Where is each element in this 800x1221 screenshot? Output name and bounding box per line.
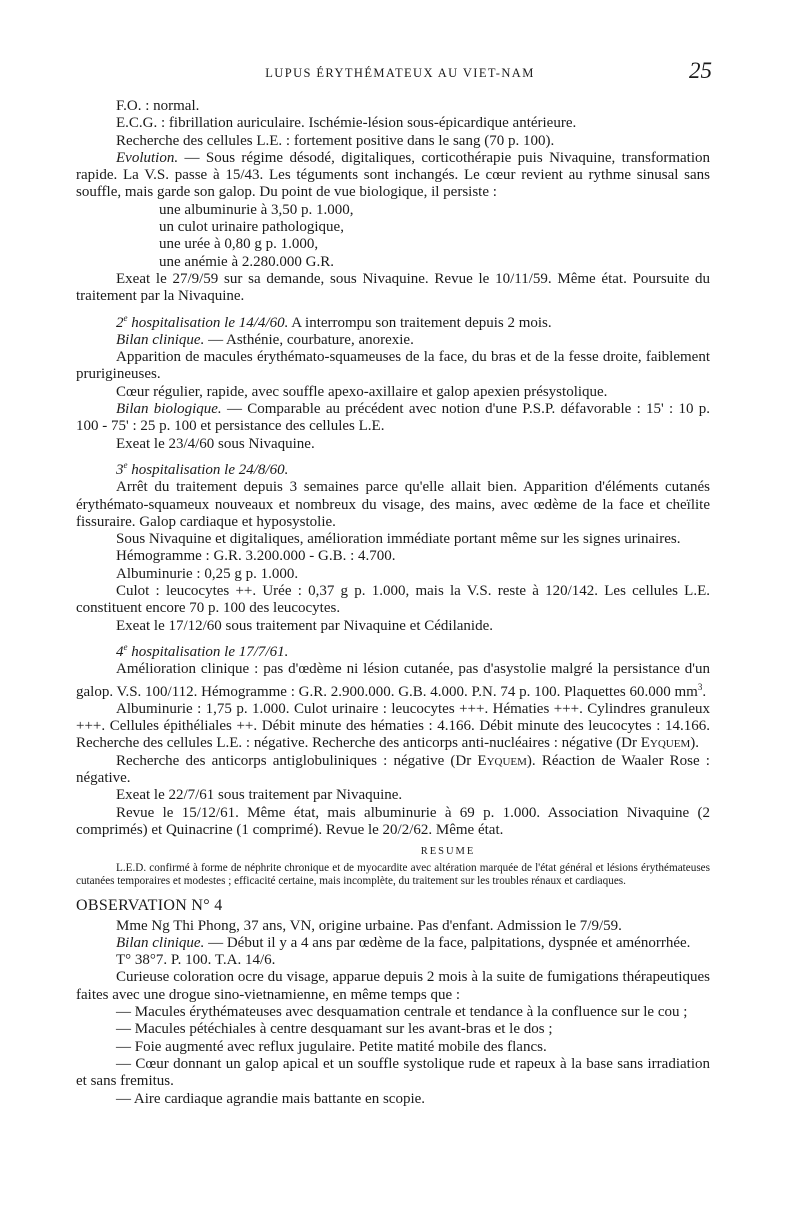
page-body <box>76 98 710 1108</box>
albuminurie-end: ). <box>690 735 699 752</box>
paragraph-temperature: T° 38°7. P. 100. T.A. 14/6. <box>116 952 276 969</box>
persist-item: un culot urinaire pathologique, <box>159 219 344 236</box>
paragraph-exeat-2: Exeat le 23/4/60 sous Nivaquine. <box>116 435 315 452</box>
evolution-label: Evolution. <box>116 149 179 166</box>
evolution-text: — Sous régime désodé, digitaliques, corticothérapie puis Nivaquine, transformation rapide. La V.S. passe à 15/43. Les téguments sont inchangés. Le cœur revient au rythme sinusal sans souffle, mais garde son galop. Du point de vue biologique, il persiste : <box>76 149 710 201</box>
hosp-4-label: hospitalisation le 17/7/61. <box>127 643 289 660</box>
persist-item: une albuminurie à 3,50 p. 1.000, <box>159 201 354 218</box>
mm-exponent: 3 <box>697 681 703 692</box>
paragraph-albuminurie: Albuminurie : 0,25 g p. 1.000. <box>116 565 299 582</box>
paragraph-bilan-clinique <box>76 332 710 349</box>
resume-text: L.E.D. confirmé à forme de néphrite chronique et de myocardite avec altération marquée de l'état général et lésions érythémateuses cutanées temporaires et modestes ; efficacité certaine, mais incomplète, du traitement sur les troubles rénaux et cardiaques. <box>76 862 710 887</box>
bilan-clinique-label: Bilan clinique. <box>116 331 205 348</box>
heading-hospitalisation-3 <box>76 457 710 479</box>
bilan-clinique-text: — Asthénie, courbature, anorexie. <box>204 331 414 348</box>
paragraph-arret: Arrêt du traitement depuis 3 semaines parce qu'elle allait bien. Apparition d'éléments cutanés érythémato-squameux nouveaux et nombreux du visage, des mains, avec œdème de la face et cheïlite fissuraire. Galop cardiaque et hyposystolie. <box>76 479 710 530</box>
hosp-3-number: 3 <box>116 461 124 478</box>
observation-title: OBSERVATION N° 4 <box>76 897 223 915</box>
hosp-2-sup: e <box>123 312 128 323</box>
hosp-3-label: hospitalisation le 24/8/60. <box>127 461 289 478</box>
hosp-3-sup: e <box>123 459 128 470</box>
anticorps-text: Recherche des anticorps antiglobuliniques : négative (Dr <box>116 752 478 769</box>
bilan-clinique-2-label: Bilan clinique. <box>116 934 205 951</box>
paragraph-fo: F.O. : normal. <box>116 98 200 114</box>
paragraph-ecg: E.C.G. : fibrillation auriculaire. Ischémie-lésion sous-épicardique antérieure. <box>116 115 577 132</box>
paragraph-anticorps <box>76 753 710 788</box>
bilan-clinique-2-text: — Début il y a 4 ans par œdème de la face, palpitations, dyspnée et aménorrhée. <box>204 934 691 951</box>
running-title: LUPUS ÉRYTHÉMATEUX AU VIET-NAM <box>265 66 535 80</box>
paragraph-patient: Mme Ng Thi Phong, 37 ans, VN, origine urbaine. Pas d'enfant. Admission le 7/9/59. <box>116 917 622 934</box>
author-eyquem: Eyquem <box>640 735 691 752</box>
paragraph-hemogramme: Hémogramme : G.R. 3.200.000 - G.B. : 4.700. <box>116 548 396 565</box>
heading-hospitalisation-4 <box>76 639 710 661</box>
bilan-biologique-label: Bilan biologique. <box>116 401 222 418</box>
author-eyquem: Eyquem <box>477 752 527 769</box>
paragraph-exeat-3: Exeat le 17/12/60 sous traitement par Nivaquine et Cédilanide. <box>116 617 493 634</box>
anticorps-end: ). Réaction de Waaler Rose : négative. <box>76 752 710 786</box>
dash-item: — Foie augmenté avec reflux jugulaire. Petite matité mobile des flancs. <box>116 1038 547 1055</box>
dash-item: — Macules pétéchiales à centre desquamant sur les avant-bras et le dos ; <box>116 1021 553 1038</box>
resume-title: RESUME <box>420 846 476 858</box>
paragraph-culot: Culot : leucocytes ++. Urée : 0,37 g p. 1.000, mais la V.S. reste à 120/142. Les cellules L.E. constituent encore 70 p. 100 des leucocytes. <box>76 583 710 617</box>
paragraph-coloration: Curieuse coloration ocre du visage, apparue depuis 2 mois à la suite de fumigations thérapeutiques faites avec une drogue sino-vietnamienne, en même temps que : <box>76 969 710 1003</box>
amelioration-end: . <box>702 683 707 700</box>
paragraph-exeat-4: Exeat le 22/7/61 sous traitement par Nivaquine. <box>116 787 403 804</box>
persist-item: une urée à 0,80 g p. 1.000, <box>159 236 319 253</box>
paragraph-le-cells: Recherche des cellules L.E. : fortement positive dans le sang (70 p. 100). <box>116 132 555 149</box>
dash-item: — Cœur donnant un galop apical et un souffle systolique rude et rapeux à la base sans irradiation et sans fremitus. <box>76 1055 710 1090</box>
paragraph-albuminurie-2 <box>76 701 710 753</box>
paragraph-revue: Revue le 15/12/61. Même état, mais albuminurie à 69 p. 1.000. Association Nivaquine (2 comprimés) et Quinacrine (1 comprimé). Revue le 20/2/62. Même état. <box>76 804 710 838</box>
hosp-2-number: 2 <box>116 314 124 331</box>
paragraph-macules: Apparition de macules érythémato-squameuses de la face, du bras et de la fesse droite, faiblement prurigineuses. <box>76 349 710 383</box>
paragraph-evolution <box>76 150 710 202</box>
paragraph-nivaquine: Sous Nivaquine et digitaliques, amélioration immédiate portant même sur les signes urinaires. <box>116 531 681 548</box>
paragraph-bilan-biologique <box>76 401 710 436</box>
page-number: 25 <box>689 58 712 83</box>
paragraph-amelioration <box>76 661 710 701</box>
amelioration-text: Amélioration clinique : pas d'œdème ni lésion cutanée, pas d'asystolie malgré la persistance d'un galop. V.S. 100/112. Hémogramme : G.R. 2.900.000. G.B. 4.000. P.N. 74 p. 100. Plaquettes 60.000 mm <box>76 661 710 700</box>
albuminurie-text: Albuminurie : 1,75 p. 1.000. Culot urinaire : leucocytes +++. Hématies +++. Cylindres granuleux +++. Cellules épithéliales ++. Débit minute des hématies : 4.166. Débit minute des leucocytes : 14.166. Recherche des cellules L.E. : négative. Recherche des anticorps anti-nucléaires : négative (Dr <box>76 700 710 752</box>
paragraph-coeur: Cœur régulier, rapide, avec souffle apexo-axillaire et galop apexien présystolique. <box>116 383 608 400</box>
dash-item: — Aire cardiaque agrandie mais battante en scopie. <box>116 1090 426 1107</box>
paragraph-bilan-clinique-2 <box>76 935 710 952</box>
bilan-biologique-text: — Comparable au précédent avec notion d'une P.S.P. défavorable : 15' : 10 p. 100 - 75' : 25 p. 100 et persistance des cellules L.E. <box>76 401 710 435</box>
heading-hospitalisation-2 <box>76 310 710 332</box>
paragraph-exeat-1: Exeat le 27/9/59 sur sa demande, sous Nivaquine. Revue le 10/11/59. Même état. Poursuite du traitement par la Nivaquine. <box>76 270 710 305</box>
dash-item: — Macules érythémateuses avec desquamation centrale et tendance à la confluence sur le cou ; <box>116 1004 688 1021</box>
running-header <box>0 58 800 88</box>
hosp-4-number: 4 <box>116 643 124 660</box>
hosp-2-text: A interrompu son traitement depuis 2 mois. <box>288 314 552 331</box>
hosp-2-label: hospitalisation le 14/4/60. <box>127 314 289 331</box>
hosp-4-sup: e <box>123 641 128 652</box>
persist-item: une anémie à 2.280.000 G.R. <box>159 253 334 270</box>
